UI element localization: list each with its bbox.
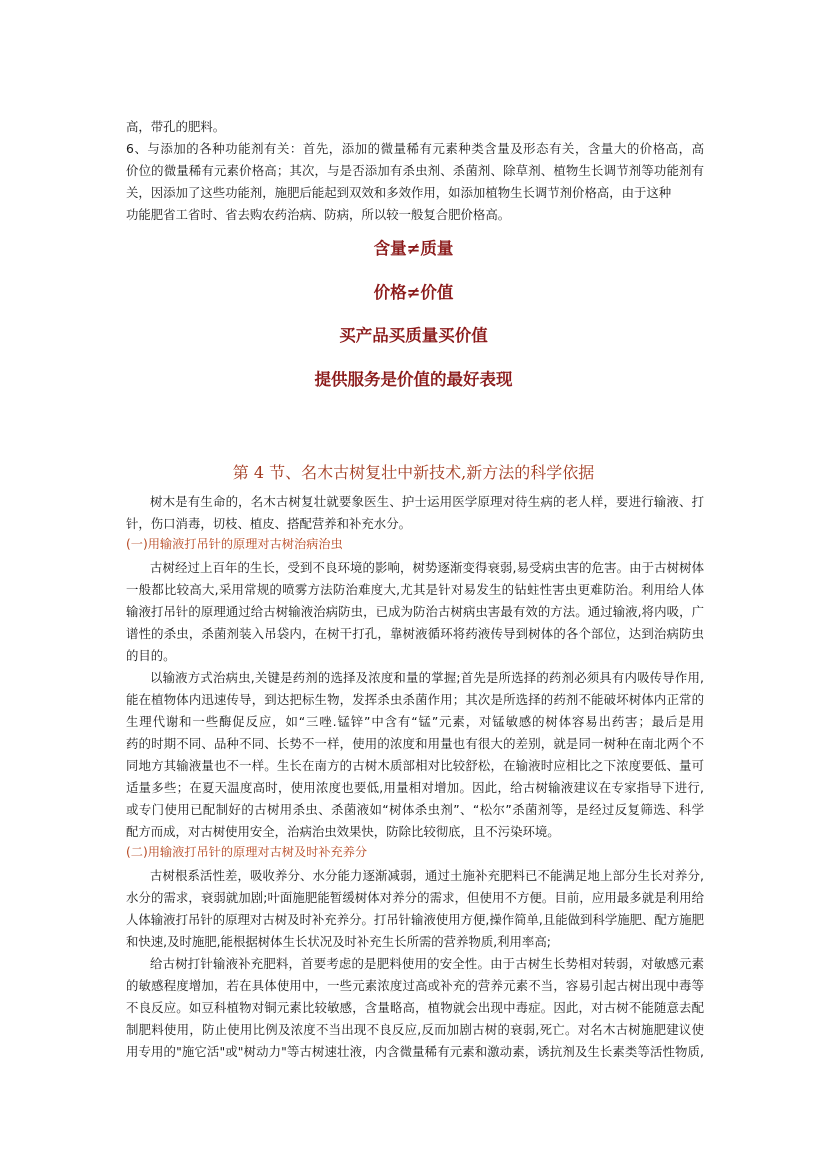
text-line: 药的时期不同、品种不同、长势不一样，使用的浓度和用量也有很大的差别，就是同一树种在南北两个不 [126, 736, 704, 751]
slogan: 买产品买质量买价值 [339, 326, 488, 345]
text-line: 给古树打针输液补充肥料，首要考虑的是肥料使用的安全性。由于古树生长势相对转弱，对敏感元素 [150, 956, 704, 971]
text-line: 或专门使用已配制好的古树用杀虫、杀菌液如“树体杀虫剂”、“松尔”杀菌剂等，是经过反复筛选、科学 [126, 802, 704, 817]
text-line: 以输液方式治病虫,关键是药剂的选择及浓度和量的掌握;首先是所选择的药剂必须具有内吸传导作用, [150, 670, 704, 685]
text-line: 6、与添加的各种功能剂有关：首先，添加的微量稀有元素种类含量及形态有关，含量大的价格高，高 [126, 141, 704, 156]
text-line: 关，因添加了这些功能剂，施肥后能起到双效和多效作用，如添加植物生长调节剂价格高，由于这种 [126, 185, 672, 200]
text-line: 树木是有生命的，名木古树复壮就要象医生、护士运用医学原理对待生病的老人样，要进行输液、打 [150, 494, 704, 509]
subsection-heading: (一)用输液打吊针的原理对古树治病治虫 [126, 537, 343, 551]
text-line: 输液打吊针的原理通过给古树输液治病防虫，已成为防治古树病虫害最有效的方法。通过输液,将内吸，广 [126, 604, 704, 619]
text-line: 针，伤口消毒，切枝、植皮、搭配营养和补充水分。 [126, 516, 411, 531]
text-line: 功能肥省工省时、省去购农药治病、防病，所以较一般复合肥价格高。 [126, 207, 511, 222]
text-line: 人体输液打吊针的原理对古树及时补充养分。打吊针输液使用方便,操作简单,且能做到科学施肥、配方施肥 [126, 912, 704, 927]
text-line: 的敏感程度增加，若在具体使用中，一些元素浓度过高或补充的营养元素不当，容易引起古树出现中毒等 [126, 978, 704, 993]
text-line: 的目的。 [126, 648, 176, 663]
text-line: 能在植物体内迅速传导，到达把标生物，发挥杀虫杀菌作用；其次是所选择的药剂不能破坏树体内正常的 [126, 692, 704, 707]
text-line: 古树经过上百年的生长，受到不良环境的影响，树势逐渐变得衰弱,易受病虫害的危害。由于古树树体 [150, 560, 704, 575]
text-line: 配方而成，对古树使用安全，治病治虫效果快，防除比较彻底，且不污染环境。 [126, 824, 560, 839]
text-line: 价位的微量稀有元素价格高；其次，与是否添加有杀虫剂、杀菌剂、除草剂、植物生长调节剂等功能剂有 [126, 163, 704, 178]
text-line: 和快速,及时施肥,能根据树体生长状况及时补充生长所需的营养物质,利用率高; [126, 934, 551, 949]
text-line: 一般都比较高大,采用常规的喷雾方法防治难度大,尤其是针对易发生的钻蛀性害虫更难防治。利用给人体 [126, 582, 704, 597]
text-line: 水分的需求，衰弱就加剧;叶面施肥能暂缓树体对养分的需求，但使用不方便。目前，应用最多就是利用给 [126, 890, 704, 905]
text-line: 古树根系活性差，吸收养分、水分能力逐渐减弱，通过土施补充肥料已不能满足地上部分生长对养分, [150, 868, 704, 883]
text-line: 不良反应。如豆科植物对铜元素比较敏感，含量略高，植物就会出现中毒症。因此，对古树不能随意去配 [126, 1000, 704, 1015]
text-line: 谱性的杀虫，杀菌剂装入吊袋内，在树干打孔，靠树液循环将药液传导到树体的各个部位，达到治病防虫 [126, 626, 704, 641]
slogan: 含量≠质量 [373, 239, 454, 258]
subsection-heading: (二)用输液打吊针的原理对古树及时补充养分 [126, 845, 368, 859]
text-line: 高，带孔的肥料。 [126, 119, 226, 134]
slogan: 价格≠价值 [373, 283, 454, 302]
text-line: 同地方其输液量也不一样。生长在南方的古树木质部相对比较舒松，在输液时应相比之下浓度要低、量可 [126, 758, 704, 773]
text-line: 适量多些；在夏天温度高时，使用浓度也要低,用量相对增加。因此，给古树输液建议在专家指导下进行, [126, 780, 704, 795]
text-line: 制肥料使用，防止使用比例及浓度不当出现不良反应,反而加剧古树的衰弱,死亡。对名木古树施肥建议使 [126, 1022, 704, 1037]
slogan: 提供服务是价值的最好表现 [314, 370, 513, 389]
text-line: 生理代谢和一些酶促反应，如“三唑.锰锌”中含有“锰”元素，对锰敏感的树体容易出药害；最后是用 [126, 714, 704, 729]
text-line: 用专用的"施它活"或"树动力"等古树速壮液，内含微量稀有元素和激动素，诱抗剂及生长素类等活性物质, [126, 1044, 704, 1059]
section-heading: 第 4 节、名木古树复壮中新技术,新方法的科学依据 [232, 463, 595, 482]
